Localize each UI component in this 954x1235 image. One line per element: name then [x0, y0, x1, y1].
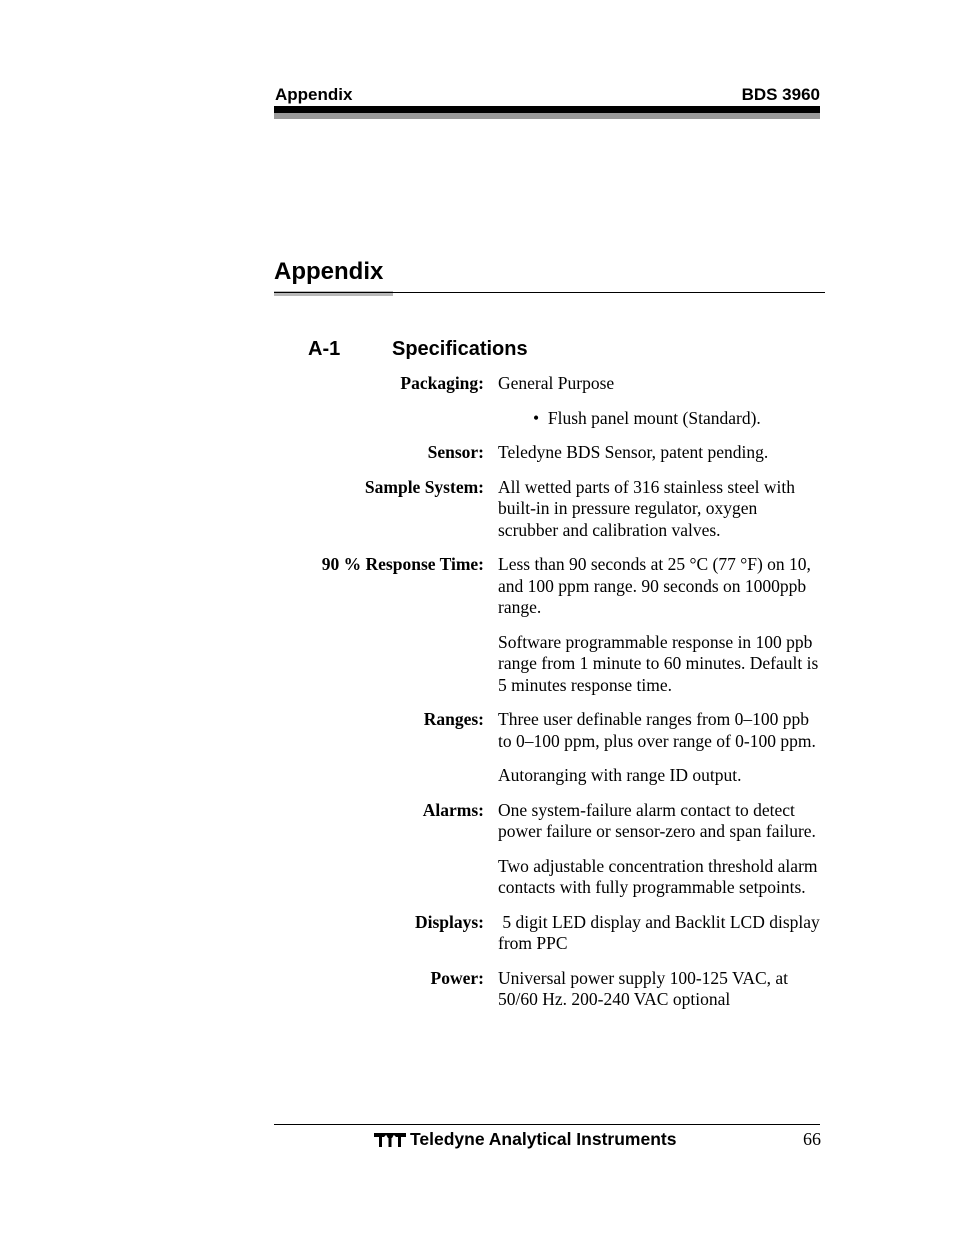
spec-value: All wetted parts of 316 stainless steel with built-in in pressure regulator, oxygen scrubber and calibration valves. [498, 476, 795, 540]
page-number: 66 [803, 1129, 821, 1149]
spec-value: Software programmable response in 100 ppb range from 1 minute to 60 minutes. Default is 5 minutes response time. [498, 631, 819, 695]
spec-bullet: • Flush panel mount (Standard). [533, 407, 761, 428]
section-number: A-1 [308, 338, 341, 360]
spec-value: One system-failure alarm contact to detect power failure or sensor-zero and span failure. [498, 799, 816, 841]
spec-list [0, 373, 954, 1024]
spec-sample-system [0, 477, 954, 542]
header-rule [274, 106, 820, 113]
spec-label: 90 % Response Time: [321, 554, 484, 574]
spec-alarms [0, 800, 954, 899]
spec-label: Sample System: [364, 476, 484, 497]
spec-response-time [0, 554, 954, 696]
footer-company: Teledyne Analytical Instruments [410, 1129, 677, 1149]
spec-value: Autoranging with range ID output. [498, 765, 742, 785]
spec-packaging [0, 373, 954, 429]
spec-power [0, 968, 954, 1011]
spec-value: Teledyne BDS Sensor, patent pending. [498, 442, 769, 462]
spec-value: 5 digit LED display and Backlit LCD display from PPC [498, 911, 825, 953]
spec-label: Power: [430, 967, 484, 988]
running-header-left: Appendix [275, 85, 353, 104]
spec-label: Packaging: [400, 373, 484, 393]
spec-sensor [0, 442, 954, 464]
spec-value: Less than 90 seconds at 25 °C (77 °F) on 10, and 100 ppm range. 90 seconds on 1000ppb range. [498, 554, 811, 617]
spec-label: Displays: [414, 911, 484, 932]
spec-label: Sensor: [427, 442, 484, 462]
spec-value: Three user definable ranges from 0–100 ppb to 0–100 ppm, plus over range of 0-100 ppm. [498, 709, 816, 751]
section-title: Specifications [392, 338, 528, 360]
spec-ranges [0, 709, 954, 787]
teledyne-logo-icon [373, 1130, 407, 1150]
chapter-title: Appendix [274, 258, 384, 285]
spec-label: Alarms: [422, 799, 484, 820]
spec-label: Ranges: [423, 709, 484, 729]
spec-value: Universal power supply 100-125 VAC, at 50/60 Hz. 200-240 VAC optional [498, 967, 789, 1009]
header-rule-shadow [274, 113, 820, 119]
footer-rule [274, 1124, 820, 1125]
chapter-rule [274, 292, 825, 293]
spec-value: Two adjustable concentration threshold alarm contacts with fully programmable setpoints. [498, 855, 818, 897]
spec-value: General Purpose [498, 373, 615, 393]
spec-displays [0, 912, 954, 955]
running-header-right: BDS 3960 [741, 85, 820, 104]
